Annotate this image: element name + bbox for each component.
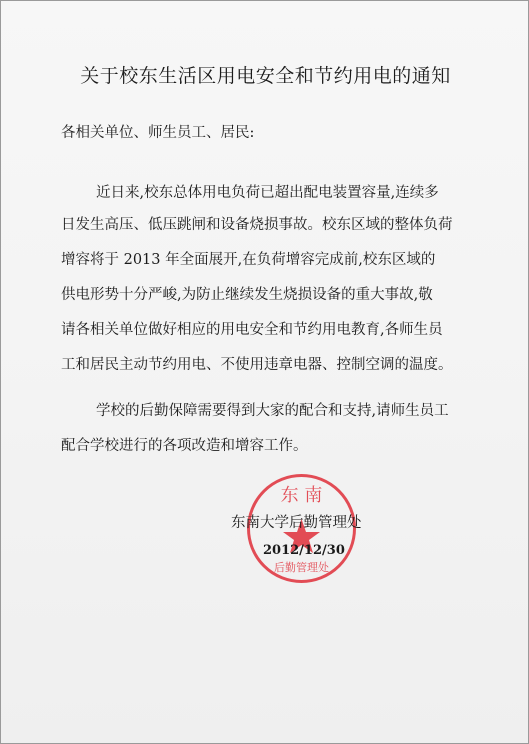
signature-office: 东南大学后勤管理处 xyxy=(231,515,362,531)
seal-text-top: 东 南 xyxy=(280,485,323,506)
body-line-8: 配合学校进行的各项改造和增容工作。 xyxy=(61,438,308,454)
body-line-1: 近日来,校东总体用电负荷已超出配电装置容量,连续多 xyxy=(96,185,439,201)
body-line-2: 日发生高压、低压跳闸和设备烧损事故。校东区域的整体负荷 xyxy=(61,217,453,233)
body-line-4: 供电形势十分严峻,为防止继续发生烧损设备的重大事故,敬 xyxy=(61,287,433,303)
body-line-7: 学校的后勤保障需要得到大家的配合和支持,请师生员工 xyxy=(96,403,449,419)
salutation: 各相关单位、师生员工、居民: xyxy=(61,125,255,141)
body-line-6: 工和居民主动节约用电、不使用违章电器、控制空调的温度。 xyxy=(61,357,453,373)
seal-text-bottom: 后勤管理处 xyxy=(274,561,329,574)
document-title: 关于校东生活区用电安全和节约用电的通知 xyxy=(80,65,451,87)
body-line-5: 请各相关单位做好相应的用电安全和节约用电教育,各师生员 xyxy=(61,322,443,338)
body-line-3: 增容将于 2013 年全面展开,在负荷增容完成前,校东区域的 xyxy=(61,252,436,268)
document-date: 2012/12/30 xyxy=(263,543,345,558)
